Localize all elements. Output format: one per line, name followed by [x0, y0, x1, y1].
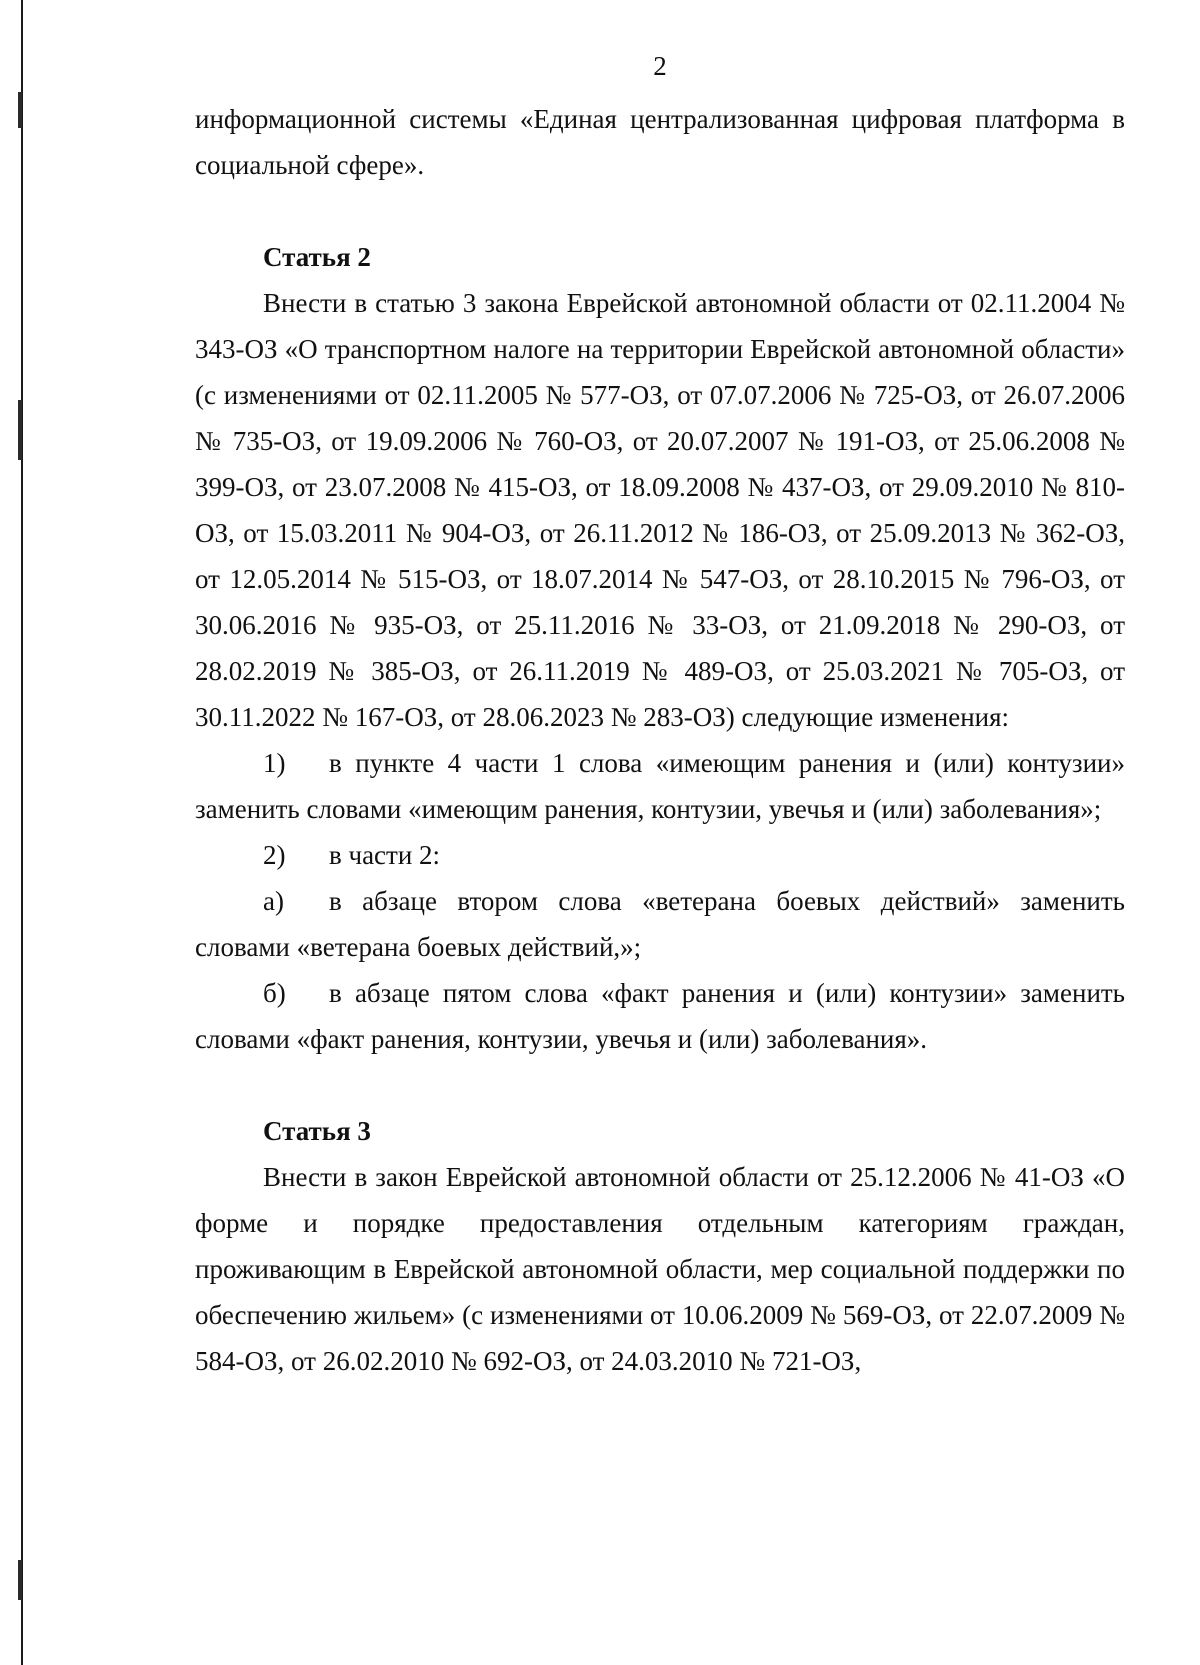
intro-paragraph: информационной системы «Единая централизованная цифровая платформа в социальной сфере». [195, 104, 1125, 180]
item-continuation: словами «ветерана боевых действий,»; [195, 932, 642, 962]
item-marker: 1) [263, 748, 286, 778]
item-continuation: заменить словами «имеющим ранения, контузии, увечья и (или) заболевания»; [195, 794, 1102, 824]
section-gap [195, 188, 1125, 234]
item-marker: а) [263, 886, 284, 916]
item-marker: б) [263, 978, 286, 1008]
scan-left-edge [21, 0, 23, 1665]
item-continuation: словами «факт ранения, контузии, увечья и (или) заболевания». [195, 1024, 928, 1054]
item-text: в абзаце пятом слова «факт ранения и (или) контузии» заменить [329, 978, 1125, 1008]
amendment-subitem-b [195, 970, 1125, 1062]
item-text: в абзаце втором слова «ветерана боевых действий» заменить [329, 886, 1125, 916]
scan-mark [18, 400, 22, 460]
scan-mark [18, 1560, 22, 1600]
item-marker: 2) [263, 840, 286, 870]
amendment-subitem-a [195, 878, 1125, 970]
amendment-item-1 [195, 740, 1125, 832]
page-number: 2 [653, 51, 667, 81]
item-text: в части 2: [329, 840, 441, 870]
article-2-heading: Статья 2 [263, 242, 371, 272]
scan-mark [18, 92, 22, 128]
item-text: в пункте 4 части 1 слова «имеющим ранения и (или) контузии» [329, 748, 1125, 778]
article-2-body: Внести в статью 3 закона Еврейской автономной области от 02.11.2004 № 343-ОЗ «О транспортном налоге на территории Еврейской автономной области» (с изменениями от 02.11.2005 № 577-ОЗ, от 07.07.2006 № 725-ОЗ, от 26.07.2006 № 735-ОЗ, от 19.09.2006 № 760-ОЗ, от 20.07.2007 № 191-ОЗ, от 25.06.2008 № 399-ОЗ, от 23.07.2008 № 415-ОЗ, от 18.09.2008 № 437-ОЗ, от 29.09.2010 № 810-ОЗ, от 15.03.2011 № 904-ОЗ, от 26.11.2012 № 186-ОЗ, от 25.09.2013 № 362-ОЗ, от 12.05.2014 № 515-ОЗ, от 18.07.2014 № 547-ОЗ, от 28.10.2015 № 796-ОЗ, от 30.06.2016 № 935-ОЗ, от 25.11.2016 № 33-ОЗ, от 21.09.2018 № 290-ОЗ, от 28.02.2019 № 385-ОЗ, от 26.11.2019 № 489-ОЗ, от 25.03.2021 № 705-ОЗ, от 30.11.2022 № 167-ОЗ, от 28.06.2023 № 283-ОЗ) следующие изменения: [195, 288, 1125, 732]
section-gap [195, 1062, 1125, 1108]
document-page [195, 48, 1125, 1384]
article-3-heading: Статья 3 [263, 1116, 371, 1146]
article-3-body: Внести в закон Еврейской автономной области от 25.12.2006 № 41-ОЗ «О форме и порядке предоставления отдельным категориям граждан, проживающим в Еврейской автономной области, мер социальной поддержки по обеспечению жильем» (с изменениями от 10.06.2009 № 569-ОЗ, от 22.07.2009 № 584-ОЗ, от 26.02.2010 № 692-ОЗ, от 24.03.2010 № 721-ОЗ, [195, 1162, 1125, 1376]
amendment-item-2 [195, 832, 1125, 878]
